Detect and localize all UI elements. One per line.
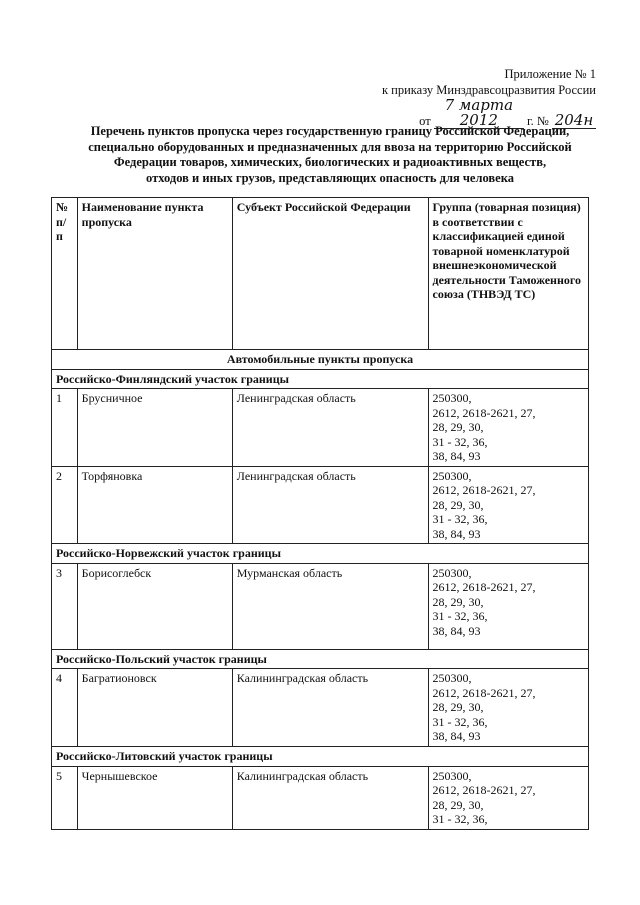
cell-subject: Ленинградская область xyxy=(232,389,428,467)
document-title xyxy=(60,124,600,186)
group-code-line: 2612, 2618-2621, 27, xyxy=(432,483,536,497)
cell-subject: Калининградская область xyxy=(232,669,428,747)
checkpoints-table xyxy=(51,197,589,830)
group-code-line: 28, 29, 30, xyxy=(432,700,484,714)
cell-no: 4 xyxy=(52,669,78,747)
cell-no: 5 xyxy=(52,766,78,829)
table-body xyxy=(52,350,589,830)
header-number: № п/п xyxy=(52,198,78,350)
cell-name: Багратионовск xyxy=(77,669,232,747)
group-code-line: 250300, xyxy=(432,468,472,483)
cell-subject: Ленинградская область xyxy=(232,466,428,544)
section-row xyxy=(52,649,589,669)
cell-no: 2 xyxy=(52,466,78,544)
group-code-line: 2612, 2618-2621, 27, xyxy=(432,580,536,594)
group-code-line: 2612, 2618-2621, 27, xyxy=(432,783,536,797)
table-row xyxy=(52,389,589,467)
group-code-line: 38, 84, 93 xyxy=(432,623,481,638)
cell-group xyxy=(428,766,588,829)
appendix-title: Приложение № 1 xyxy=(504,67,596,81)
cell-group xyxy=(428,563,588,649)
group-code-line: 31 - 32, 36, xyxy=(432,609,488,623)
group-code-line: 31 - 32, 36, xyxy=(432,812,488,826)
table-row xyxy=(52,466,589,544)
table-header-row xyxy=(52,198,589,350)
title-line-1: Перечень пунктов пропуска через государственную границу Российской Федерации, xyxy=(90,124,570,138)
header-subject: Субъект Российской Федерации xyxy=(232,198,428,350)
title-line-4: отходов и иных грузов, представляющих опасность для человека xyxy=(146,170,514,185)
table-row xyxy=(52,669,589,747)
appendix-block xyxy=(356,66,596,129)
title-line-3: Федерации товаров, химических, биологических и радиоактивных веществ, xyxy=(113,155,547,169)
group-code-line: 28, 29, 30, xyxy=(432,497,484,512)
appendix-from-label: от xyxy=(419,114,431,128)
section-row xyxy=(52,544,589,564)
group-code-line: 31 - 32, 36, xyxy=(432,512,488,526)
group-code-line: 250300, xyxy=(432,768,472,783)
appendix-number-label: г. № xyxy=(526,114,549,128)
cell-group xyxy=(428,669,588,747)
group-code-line: 28, 29, 30, xyxy=(432,420,484,434)
group-code-line: 28, 29, 30, xyxy=(432,797,484,812)
handwritten-date: 7 марта 2012 xyxy=(434,98,524,129)
section-row xyxy=(52,369,589,389)
group-code-line: 2612, 2618-2621, 27, xyxy=(432,685,536,700)
title-line-2: специально оборудованных и предназначенных для ввоза на территорию Российской xyxy=(88,139,572,154)
mode-title: Автомобильные пункты пропуска xyxy=(52,350,589,370)
cell-no: 1 xyxy=(52,389,78,467)
table-row xyxy=(52,563,589,649)
cell-no: 3 xyxy=(52,563,78,649)
section-title: Российско-Литовский участок границы xyxy=(52,747,589,767)
cell-group xyxy=(428,466,588,544)
group-code-line: 2612, 2618-2621, 27, xyxy=(432,405,536,420)
cell-name: Брусничное xyxy=(77,389,232,467)
appendix-order-ref: к приказу Минздравсоцразвития России xyxy=(381,83,596,97)
cell-subject: Калининградская область xyxy=(232,766,428,829)
handwritten-order-number: 204н xyxy=(552,113,596,129)
group-code-line: 38, 84, 93 xyxy=(432,526,481,541)
section-title: Российско-Финляндский участок границы xyxy=(52,369,589,389)
header-group: Группа (товарная позиция) в соответствии с классификацией единой товарной номенклатурой внешнеэкономической деятельности Таможенного союза (ТНВЭД ТС) xyxy=(428,198,588,350)
group-code-line: 31 - 32, 36, xyxy=(432,714,488,729)
section-row xyxy=(52,747,589,767)
section-title: Российско-Польский участок границы xyxy=(52,649,589,669)
group-code-line: 250300, xyxy=(432,671,472,685)
cell-name: Чернышевское xyxy=(77,766,232,829)
group-code-line: 28, 29, 30, xyxy=(432,594,484,609)
header-name: Наименование пункта пропуска xyxy=(77,198,232,350)
group-code-line: 250300, xyxy=(432,391,472,405)
section-title: Российско-Норвежский участок границы xyxy=(52,544,589,564)
mode-row xyxy=(52,350,589,370)
group-code-line: 250300, xyxy=(432,565,472,580)
group-code-line: 38, 84, 93 xyxy=(432,449,481,463)
table-row xyxy=(52,766,589,829)
cell-name: Борисоглебск xyxy=(77,563,232,649)
group-code-line: 31 - 32, 36, xyxy=(432,434,488,449)
group-code-line: 38, 84, 93 xyxy=(432,729,481,743)
cell-subject: Мурманская область xyxy=(232,563,428,649)
cell-group xyxy=(428,389,588,467)
cell-name: Торфяновка xyxy=(77,466,232,544)
